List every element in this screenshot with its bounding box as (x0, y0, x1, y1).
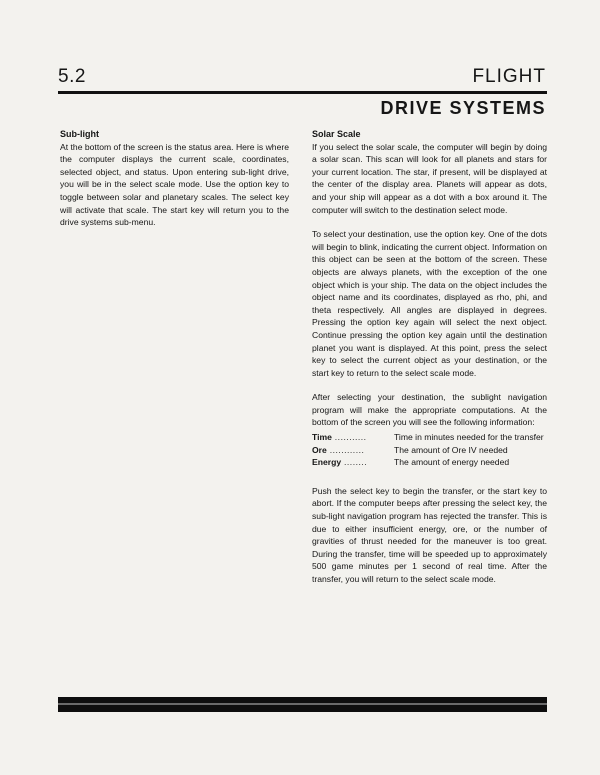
right-column (312, 128, 547, 598)
header-rule (58, 91, 547, 94)
solar-scale-paragraph-1: If you select the solar scale, the computer will begin by doing a solar scan. This scan will look for all planets and stars for your current location. The star, if present, will be displayed at the center of the display area. Planets will appear as dots, and your ship will appear as a dot with a box around it. The computer will switch to the destination select mode. (312, 141, 547, 215)
sublight-heading: Sub-light (60, 129, 99, 139)
info-desc-energy: The amount of energy needed (394, 457, 510, 468)
solar-scale-closing-paragraph: Push the select key to begin the transfer, or the start key to abort. If the computer beeps after pressing the select key, the sub-light navigation program has rejected the transfer. This is due to either insufficient energy, ore, or the number of gravities of thrust needed for the maneuver is too great. During the transfer, time will be speeded up to approximately 500 game minutes per 1 second of real time. After the transfer, you will return to the select scale mode. (312, 485, 547, 584)
solar-scale-paragraph-2: To select your destination, use the option key. One of the dots will begin to blink, indicating the current object. Information on this object can be seen at the bottom of the screen. These objects are always planets, with the exception of the one object which is your ship. The data on the object includes the object name and its coordinates, displayed as rho, phi, and theta respectively. All angles are displayed in degrees. Pressing the option key again will select the next object. Continue pressing the option key again until the destination planet you want is displayed. At this point, press the select key to select the current object as your destination, or the start key to return to the select scale mode. (312, 229, 547, 378)
info-row-ore (312, 444, 547, 457)
sublight-paragraph: At the bottom of the screen is the status area. Here is where the computer displays the current scale, coordinates, selected object, and status. Upon entering sub-light drive, you will be in the select scale mode. Use the option key to toggle between solar and planetary scales. The select key will activate that scale. The start key will return you to the drive systems sub-menu. (60, 141, 289, 228)
section-number: 5.2 (58, 66, 86, 87)
info-desc-time: Time in minutes needed for the transfer (394, 432, 544, 443)
transfer-info-list (312, 431, 547, 469)
info-term-time: Time (312, 432, 332, 443)
leader-dots: ........ (341, 457, 368, 468)
solar-scale-heading: Solar Scale (312, 129, 361, 139)
solar-scale-paragraph-3: After selecting your destination, the sublight navigation program will make the appropriate computations. At the bottom of the screen you will see the following information: (312, 392, 547, 428)
chapter-title: FLIGHT (472, 66, 546, 87)
footer-rule-stripe (58, 703, 547, 705)
info-row-time (312, 431, 547, 444)
info-term-ore: Ore (312, 444, 327, 455)
page-subtitle: DRIVE SYSTEMS (380, 98, 546, 118)
info-desc-ore: The amount of Ore IV needed (394, 444, 508, 455)
info-row-energy (312, 456, 547, 469)
leader-dots: ............ (326, 444, 365, 455)
leader-dots: ........... (331, 432, 367, 443)
footer-rule (58, 697, 547, 712)
left-column (60, 128, 289, 241)
info-term-energy: Energy (312, 457, 342, 468)
